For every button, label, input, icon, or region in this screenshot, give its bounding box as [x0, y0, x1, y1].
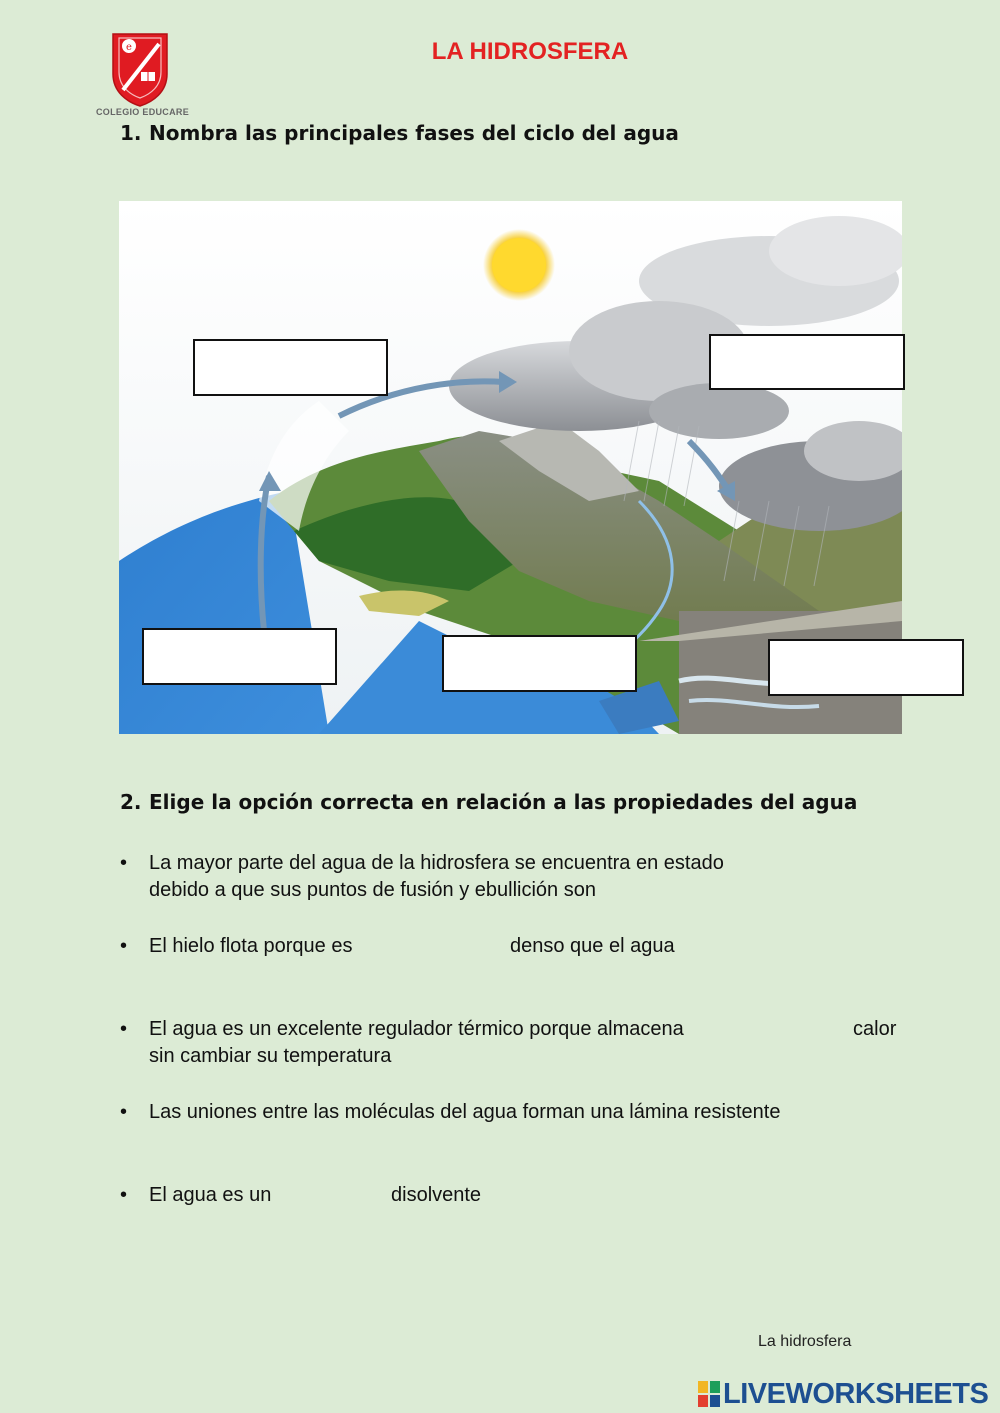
- bullet-4-line-1: Las uniones entre las moléculas del agua forman una lámina resistente: [149, 1101, 781, 1123]
- bullet-item-1: [120, 850, 920, 906]
- bullet-3-part-1: El agua es un excelente regulador térmico porque almacena: [149, 1018, 684, 1040]
- question-1: [120, 121, 679, 145]
- liveworksheets-icon: [698, 1381, 720, 1407]
- blank-heat-dropdown[interactable]: [738, 1016, 848, 1043]
- bullet-icon: •: [120, 1018, 128, 1040]
- answer-box-runoff[interactable]: [442, 635, 637, 692]
- svg-text:e: e: [126, 42, 132, 53]
- bullet-icon: •: [120, 935, 128, 957]
- question-1-text: Nombra las principales fases del ciclo del agua: [149, 121, 679, 145]
- answer-box-evaporation[interactable]: [193, 339, 388, 396]
- page-title: LA HIDROSFERA: [431, 38, 629, 65]
- question-2: [120, 790, 857, 814]
- bullet-1-line-1: La mayor parte del agua de la hidrosfera se encuentra en estado: [149, 852, 724, 874]
- bullet-1-line-2: debido a que sus puntos de fusión y ebullición son: [149, 879, 596, 901]
- bullet-2-part-2: denso que el agua: [510, 935, 675, 957]
- answer-box-infiltration[interactable]: [768, 639, 964, 696]
- bullet-item-4: [120, 1099, 920, 1127]
- blank-density-dropdown[interactable]: [377, 933, 505, 960]
- bullet-item-5: [120, 1182, 920, 1210]
- question-2-number: 2.: [120, 790, 142, 814]
- answer-box-sea[interactable]: [142, 628, 337, 685]
- bullet-5-part-2: disolvente: [391, 1184, 482, 1206]
- liveworksheets-brand-text: LIVEWORKSHEETS: [723, 1377, 989, 1410]
- bullet-item-2: [120, 933, 920, 961]
- blank-solvent-dropdown[interactable]: [285, 1182, 385, 1209]
- blank-points-dropdown[interactable]: [642, 877, 782, 904]
- bullet-icon: •: [120, 1184, 128, 1206]
- liveworksheets-logo[interactable]: [698, 1376, 988, 1412]
- answer-box-precipitation[interactable]: [709, 334, 905, 390]
- bullet-3-line-2: sin cambiar su temperatura: [149, 1045, 392, 1067]
- bullet-5-part-1: El agua es un: [149, 1184, 272, 1206]
- bullet-item-3: [120, 1016, 920, 1072]
- question-2-text: Elige la opción correcta en relación a las propiedades del agua: [149, 790, 858, 814]
- bullet-icon: •: [120, 852, 128, 874]
- question-1-number: 1.: [120, 121, 142, 145]
- bullet-3-part-2: calor: [853, 1018, 897, 1040]
- bullet-2-part-1: El hielo flota porque es: [149, 935, 353, 957]
- footer-page-label: La hidrosfera: [758, 1333, 852, 1350]
- blank-state-dropdown[interactable]: [784, 850, 904, 877]
- logo-caption: COLEGIO EDUCARE: [96, 107, 190, 117]
- bullet-icon: •: [120, 1101, 128, 1123]
